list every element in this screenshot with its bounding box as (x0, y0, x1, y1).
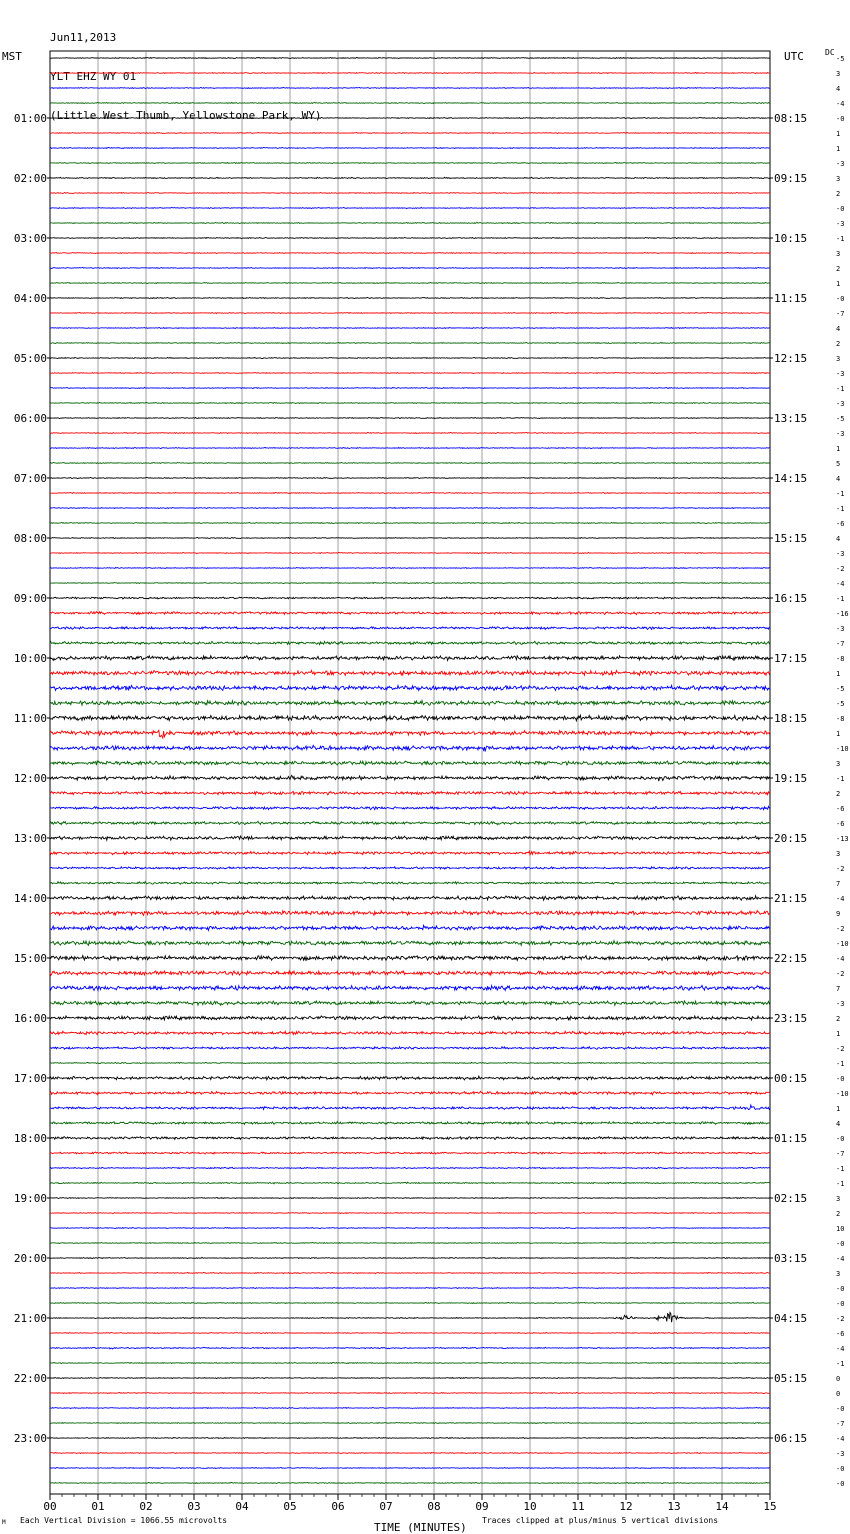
seismic-trace (50, 1091, 770, 1094)
mst-hour-label: 06:00 (13, 412, 47, 425)
seismic-trace (50, 433, 770, 434)
dc-offset-label: -2 (836, 565, 845, 573)
seismic-trace (50, 148, 770, 149)
dc-offset-label: -2 (836, 865, 845, 873)
seismic-trace (50, 1047, 770, 1050)
seismic-trace (50, 1303, 770, 1304)
dc-offset-label: -3 (836, 1000, 845, 1008)
mst-hour-label: 13:00 (13, 832, 47, 845)
seismic-trace (50, 612, 770, 615)
seismic-trace (50, 253, 770, 254)
mst-hour-label: 15:00 (13, 952, 47, 965)
x-tick-label: 07 (379, 1500, 393, 1513)
seismic-trace (50, 730, 770, 738)
x-tick-label: 05 (283, 1500, 297, 1513)
dc-offset-label: -1 (836, 505, 845, 513)
dc-offset-label: -3 (836, 550, 845, 558)
x-tick-label: 03 (187, 1500, 201, 1513)
dc-offset-label: 1 (836, 730, 841, 738)
seismic-trace (50, 1333, 770, 1334)
seismic-trace (50, 956, 770, 961)
utc-hour-label: 22:15 (774, 952, 808, 965)
dc-offset-label: -0 (836, 115, 845, 123)
seismic-trace (50, 1288, 770, 1289)
dc-offset-label: -1 (836, 235, 845, 243)
chart-date: Jun11,2013 (50, 31, 117, 44)
mst-hour-label: 03:00 (13, 232, 47, 245)
x-tick-label: 09 (475, 1500, 489, 1513)
seismic-trace (50, 791, 770, 794)
dc-offset-label: -13 (836, 835, 849, 843)
seismic-trace (50, 806, 770, 809)
dc-offset-label: 10 (836, 1225, 845, 1233)
dc-offset-label: 4 (836, 475, 841, 483)
dc-offset-label: -0 (836, 1075, 845, 1083)
seismic-trace (50, 761, 770, 765)
right-axis-title: UTC (784, 50, 804, 63)
dc-offset-label: 7 (836, 985, 841, 993)
dc-offset-label: 9 (836, 910, 841, 918)
dc-offset-label: 2 (836, 1015, 841, 1023)
utc-hour-label: 21:15 (774, 892, 808, 905)
mst-hour-label: 08:00 (13, 532, 47, 545)
dc-offset-label: -3 (836, 220, 845, 228)
dc-offset-label: 1 (836, 145, 841, 153)
x-tick-label: 00 (43, 1500, 57, 1513)
seismic-trace (50, 656, 770, 661)
scale-note: Each Vertical Division = 1066.55 microvolts (20, 1516, 228, 1525)
dc-offset-label: 4 (836, 1120, 841, 1128)
seismic-trace (50, 493, 770, 494)
seismic-trace (50, 685, 770, 690)
seismic-trace (50, 177, 770, 178)
dc-offset-label: -4 (836, 895, 845, 903)
seismic-trace (50, 1016, 770, 1020)
dc-offset-label: -1 (836, 1180, 845, 1188)
seismic-trace (50, 1122, 770, 1125)
dc-offset-label: -5 (836, 415, 845, 423)
seismic-trace (50, 463, 770, 464)
dc-offset-label: 2 (836, 1210, 841, 1218)
seismic-trace (50, 715, 770, 720)
clip-note: Traces clipped at plus/minus 5 vertical divisions (482, 1516, 719, 1525)
utc-hour-label: 01:15 (774, 1132, 808, 1145)
dc-offset-label: 3 (836, 70, 841, 78)
mst-hour-label: 10:00 (13, 652, 47, 665)
x-tick-label: 15 (763, 1500, 777, 1513)
seismic-trace (50, 1227, 770, 1228)
seismic-trace (50, 1152, 770, 1154)
dc-offset-label: -2 (836, 1045, 845, 1053)
mst-hour-label: 02:00 (13, 172, 47, 185)
x-tick-label: 13 (667, 1500, 681, 1513)
dc-offset-label: -0 (836, 1405, 845, 1413)
utc-hour-label: 15:15 (774, 532, 808, 545)
seismic-trace (50, 373, 770, 374)
dc-offset-label: -0 (836, 1135, 845, 1143)
utc-hour-label: 08:15 (774, 112, 808, 125)
seismic-trace (50, 1483, 770, 1484)
seismic-trace (50, 418, 770, 419)
seismic-trace (50, 477, 770, 478)
dc-offset-label: 2 (836, 265, 841, 273)
seismic-trace (50, 448, 770, 449)
dc-offset-label: -0 (836, 295, 845, 303)
utc-hour-label: 05:15 (774, 1372, 808, 1385)
x-tick-label: 06 (331, 1500, 345, 1513)
seismic-trace (50, 387, 770, 388)
dc-offset-label: -3 (836, 625, 845, 633)
dc-offset-label: 1 (836, 670, 841, 678)
utc-hour-label: 18:15 (774, 712, 808, 725)
mst-hour-label: 11:00 (13, 712, 47, 725)
dc-offset-label: -1 (836, 775, 845, 783)
seismic-trace (50, 911, 770, 916)
utc-hour-label: 00:15 (774, 1072, 808, 1085)
seismic-trace (50, 670, 770, 675)
seismic-trace (50, 552, 770, 553)
dc-offset-label: -7 (836, 310, 845, 318)
seismic-trace (50, 851, 770, 855)
dc-offset-label: -3 (836, 370, 845, 378)
seismic-trace (50, 297, 770, 298)
seismic-trace (50, 627, 770, 630)
mst-hour-label: 16:00 (13, 1012, 47, 1025)
utc-hour-label: 14:15 (774, 472, 808, 485)
x-tick-label: 02 (139, 1500, 153, 1513)
dc-offset-label: -1 (836, 595, 845, 603)
seismic-trace (50, 88, 770, 89)
dc-offset-label: -2 (836, 970, 845, 978)
dc-offset-label: -5 (836, 685, 845, 693)
seismic-trace (50, 313, 770, 314)
dc-offset-label: -4 (836, 1255, 845, 1263)
seismic-trace (50, 1031, 770, 1034)
dc-offset-label: -3 (836, 430, 845, 438)
x-tick-label: 04 (235, 1500, 249, 1513)
dc-offset-label: -4 (836, 955, 845, 963)
dc-offset-label: -8 (836, 655, 845, 663)
seismic-trace (50, 1198, 770, 1199)
dc-offset-label: 3 (836, 850, 841, 858)
seismic-trace (50, 522, 770, 523)
dc-offset-label: -1 (836, 1360, 845, 1368)
seismic-trace (50, 1312, 770, 1322)
x-tick-label: 11 (571, 1500, 585, 1513)
chart-station: YLT EHZ WY 01 (50, 70, 137, 83)
seismic-trace (50, 775, 770, 781)
mst-hour-label: 05:00 (13, 352, 47, 365)
seismic-trace (50, 1378, 770, 1379)
seismic-trace (50, 508, 770, 509)
seismic-trace (50, 925, 770, 930)
seismic-trace (50, 567, 770, 568)
mst-hour-label: 23:00 (13, 1432, 47, 1445)
dc-offset-label: 2 (836, 340, 841, 348)
seismic-trace (50, 193, 770, 194)
seismic-trace (50, 701, 770, 706)
mst-hour-label: 20:00 (13, 1252, 47, 1265)
dc-offset-label: 2 (836, 790, 841, 798)
mst-hour-label: 14:00 (13, 892, 47, 905)
seismic-trace (50, 941, 770, 946)
dc-offset-label: -6 (836, 820, 845, 828)
seismic-trace (50, 117, 770, 118)
seismic-trace (50, 1213, 770, 1214)
dc-offset-label: 1 (836, 1030, 841, 1038)
x-tick-label: 12 (619, 1500, 633, 1513)
mst-hour-label: 17:00 (13, 1072, 47, 1085)
dc-offset-label: -8 (836, 715, 845, 723)
seismic-trace (50, 207, 770, 208)
dc-offset-label: 0 (836, 1390, 841, 1398)
seismic-trace (50, 268, 770, 269)
utc-hour-label: 13:15 (774, 412, 808, 425)
dc-offset-label: -10 (836, 745, 849, 753)
seismic-trace (50, 1272, 770, 1273)
mst-hour-label: 07:00 (13, 472, 47, 485)
dc-offset-label: -4 (836, 580, 845, 588)
seismic-trace (50, 73, 770, 74)
utc-hour-label: 10:15 (774, 232, 808, 245)
utc-hour-label: 09:15 (774, 172, 808, 185)
seismic-trace (50, 1437, 770, 1438)
mst-hour-label: 04:00 (13, 292, 47, 305)
dc-offset-label: 4 (836, 325, 841, 333)
seismic-trace (50, 1392, 770, 1393)
chart-location: (Little West Thumb, Yellowstone Park, WY) (50, 109, 322, 122)
seismic-trace (50, 1408, 770, 1409)
seismic-trace (50, 745, 770, 751)
dc-offset-label: -4 (836, 100, 845, 108)
dc-offset-label: -10 (836, 940, 849, 948)
seismic-trace (50, 1076, 770, 1080)
dc-offset-label: 1 (836, 1105, 841, 1113)
utc-hour-label: 16:15 (774, 592, 808, 605)
utc-hour-label: 20:15 (774, 832, 808, 845)
dc-offset-label: -7 (836, 1150, 845, 1158)
dc-offset-label: -5 (836, 700, 845, 708)
x-tick-label: 01 (91, 1500, 105, 1513)
dc-offset-label: 0 (836, 1375, 841, 1383)
dc-offset-label: -4 (836, 1345, 845, 1353)
dc-offset-label: 3 (836, 1270, 841, 1278)
seismic-trace (50, 1167, 770, 1168)
dc-offset-label: -6 (836, 805, 845, 813)
dc-offset-label: -6 (836, 520, 845, 528)
dc-offset-label: 4 (836, 85, 841, 93)
mst-hour-label: 22:00 (13, 1372, 47, 1385)
dc-offset-label: 3 (836, 355, 841, 363)
seismic-trace (50, 1422, 770, 1423)
dc-offset-label: -3 (836, 160, 845, 168)
utc-hour-label: 02:15 (774, 1192, 808, 1205)
dc-offset-label: 3 (836, 1195, 841, 1203)
dc-offset-label: 3 (836, 760, 841, 768)
dc-offset-label: -1 (836, 385, 845, 393)
dc-offset-label: -5 (836, 55, 845, 63)
seismic-trace (50, 641, 770, 644)
mst-hour-label: 12:00 (13, 772, 47, 785)
mst-hour-label: 01:00 (13, 112, 47, 125)
dc-axis-title: DC (825, 48, 835, 57)
seismic-trace (50, 1453, 770, 1454)
dc-offset-label: -3 (836, 400, 845, 408)
dc-offset-label: 4 (836, 535, 841, 543)
seismic-trace (50, 238, 770, 239)
dc-offset-label: -16 (836, 610, 849, 618)
utc-hour-label: 17:15 (774, 652, 808, 665)
x-tick-label: 10 (523, 1500, 537, 1513)
x-axis-label: TIME (MINUTES) (374, 1521, 467, 1534)
dc-offset-label: -0 (836, 1285, 845, 1293)
dc-offset-label: 5 (836, 460, 841, 468)
seismic-trace (50, 222, 770, 223)
seismic-trace (50, 1468, 770, 1469)
dc-offset-label: 3 (836, 175, 841, 183)
dc-offset-label: 7 (836, 880, 841, 888)
dc-offset-label: -3 (836, 1450, 845, 1458)
seismic-trace (50, 985, 770, 990)
mst-hour-label: 21:00 (13, 1312, 47, 1325)
dc-offset-label: 1 (836, 280, 841, 288)
dc-offset-label: -6 (836, 1330, 845, 1338)
dc-offset-label: -0 (836, 1300, 845, 1308)
seismic-trace (50, 357, 770, 358)
seismic-trace (50, 1105, 770, 1110)
utc-hour-label: 23:15 (774, 1012, 808, 1025)
seismic-trace (50, 402, 770, 403)
dc-offset-label: -0 (836, 205, 845, 213)
seismic-trace (50, 867, 770, 869)
dc-offset-label: 2 (836, 190, 841, 198)
seismic-trace (50, 1257, 770, 1258)
dc-offset-label: -2 (836, 1315, 845, 1323)
seismic-trace (50, 597, 770, 599)
mst-hour-label: 19:00 (13, 1192, 47, 1205)
seismic-trace (50, 821, 770, 824)
x-tick-label: 08 (427, 1500, 441, 1513)
dc-offset-label: 1 (836, 130, 841, 138)
left-axis-title: MST (2, 50, 22, 63)
seismic-trace (50, 836, 770, 840)
dc-offset-label: -0 (836, 1465, 845, 1473)
dc-offset-label: -1 (836, 490, 845, 498)
dc-offset-label: -7 (836, 640, 845, 648)
dc-offset-label: -1 (836, 1060, 845, 1068)
seismic-trace (50, 583, 770, 584)
seismic-trace (50, 1182, 770, 1184)
dc-offset-label: 1 (836, 445, 841, 453)
seismic-trace (50, 971, 770, 975)
utc-hour-label: 19:15 (774, 772, 808, 785)
utc-hour-label: 11:15 (774, 292, 808, 305)
dc-offset-label: -7 (836, 1420, 845, 1428)
mst-hour-label: 18:00 (13, 1132, 47, 1145)
utc-hour-label: 04:15 (774, 1312, 808, 1325)
seismic-trace (50, 133, 770, 134)
seismic-trace (50, 1363, 770, 1364)
mst-hour-label: 09:00 (13, 592, 47, 605)
dc-offset-label: -0 (836, 1480, 845, 1488)
seismic-trace (50, 1062, 770, 1063)
utc-hour-label: 06:15 (774, 1432, 808, 1445)
seismic-trace (50, 328, 770, 329)
utc-hour-label: 12:15 (774, 352, 808, 365)
dc-offset-label: -1 (836, 1165, 845, 1173)
seismic-trace (50, 343, 770, 344)
dc-offset-label: 3 (836, 250, 841, 258)
seismic-trace (50, 103, 770, 104)
dc-offset-label: -2 (836, 925, 845, 933)
seismic-trace (50, 538, 770, 539)
seismic-trace (50, 882, 770, 885)
seismic-trace (50, 1137, 770, 1140)
x-tick-label: 14 (715, 1500, 729, 1513)
seismic-trace (50, 896, 770, 901)
dc-offset-label: -0 (836, 1240, 845, 1248)
seismic-trace (50, 1243, 770, 1244)
seismic-trace (50, 57, 770, 58)
seismic-trace (50, 163, 770, 164)
utc-hour-label: 03:15 (774, 1252, 808, 1265)
corner-mark: M (2, 1519, 6, 1526)
seismic-trace (50, 1001, 770, 1005)
dc-offset-label: -10 (836, 1090, 849, 1098)
seismic-trace (50, 283, 770, 284)
seismic-trace (50, 1347, 770, 1349)
dc-offset-label: -4 (836, 1435, 845, 1443)
